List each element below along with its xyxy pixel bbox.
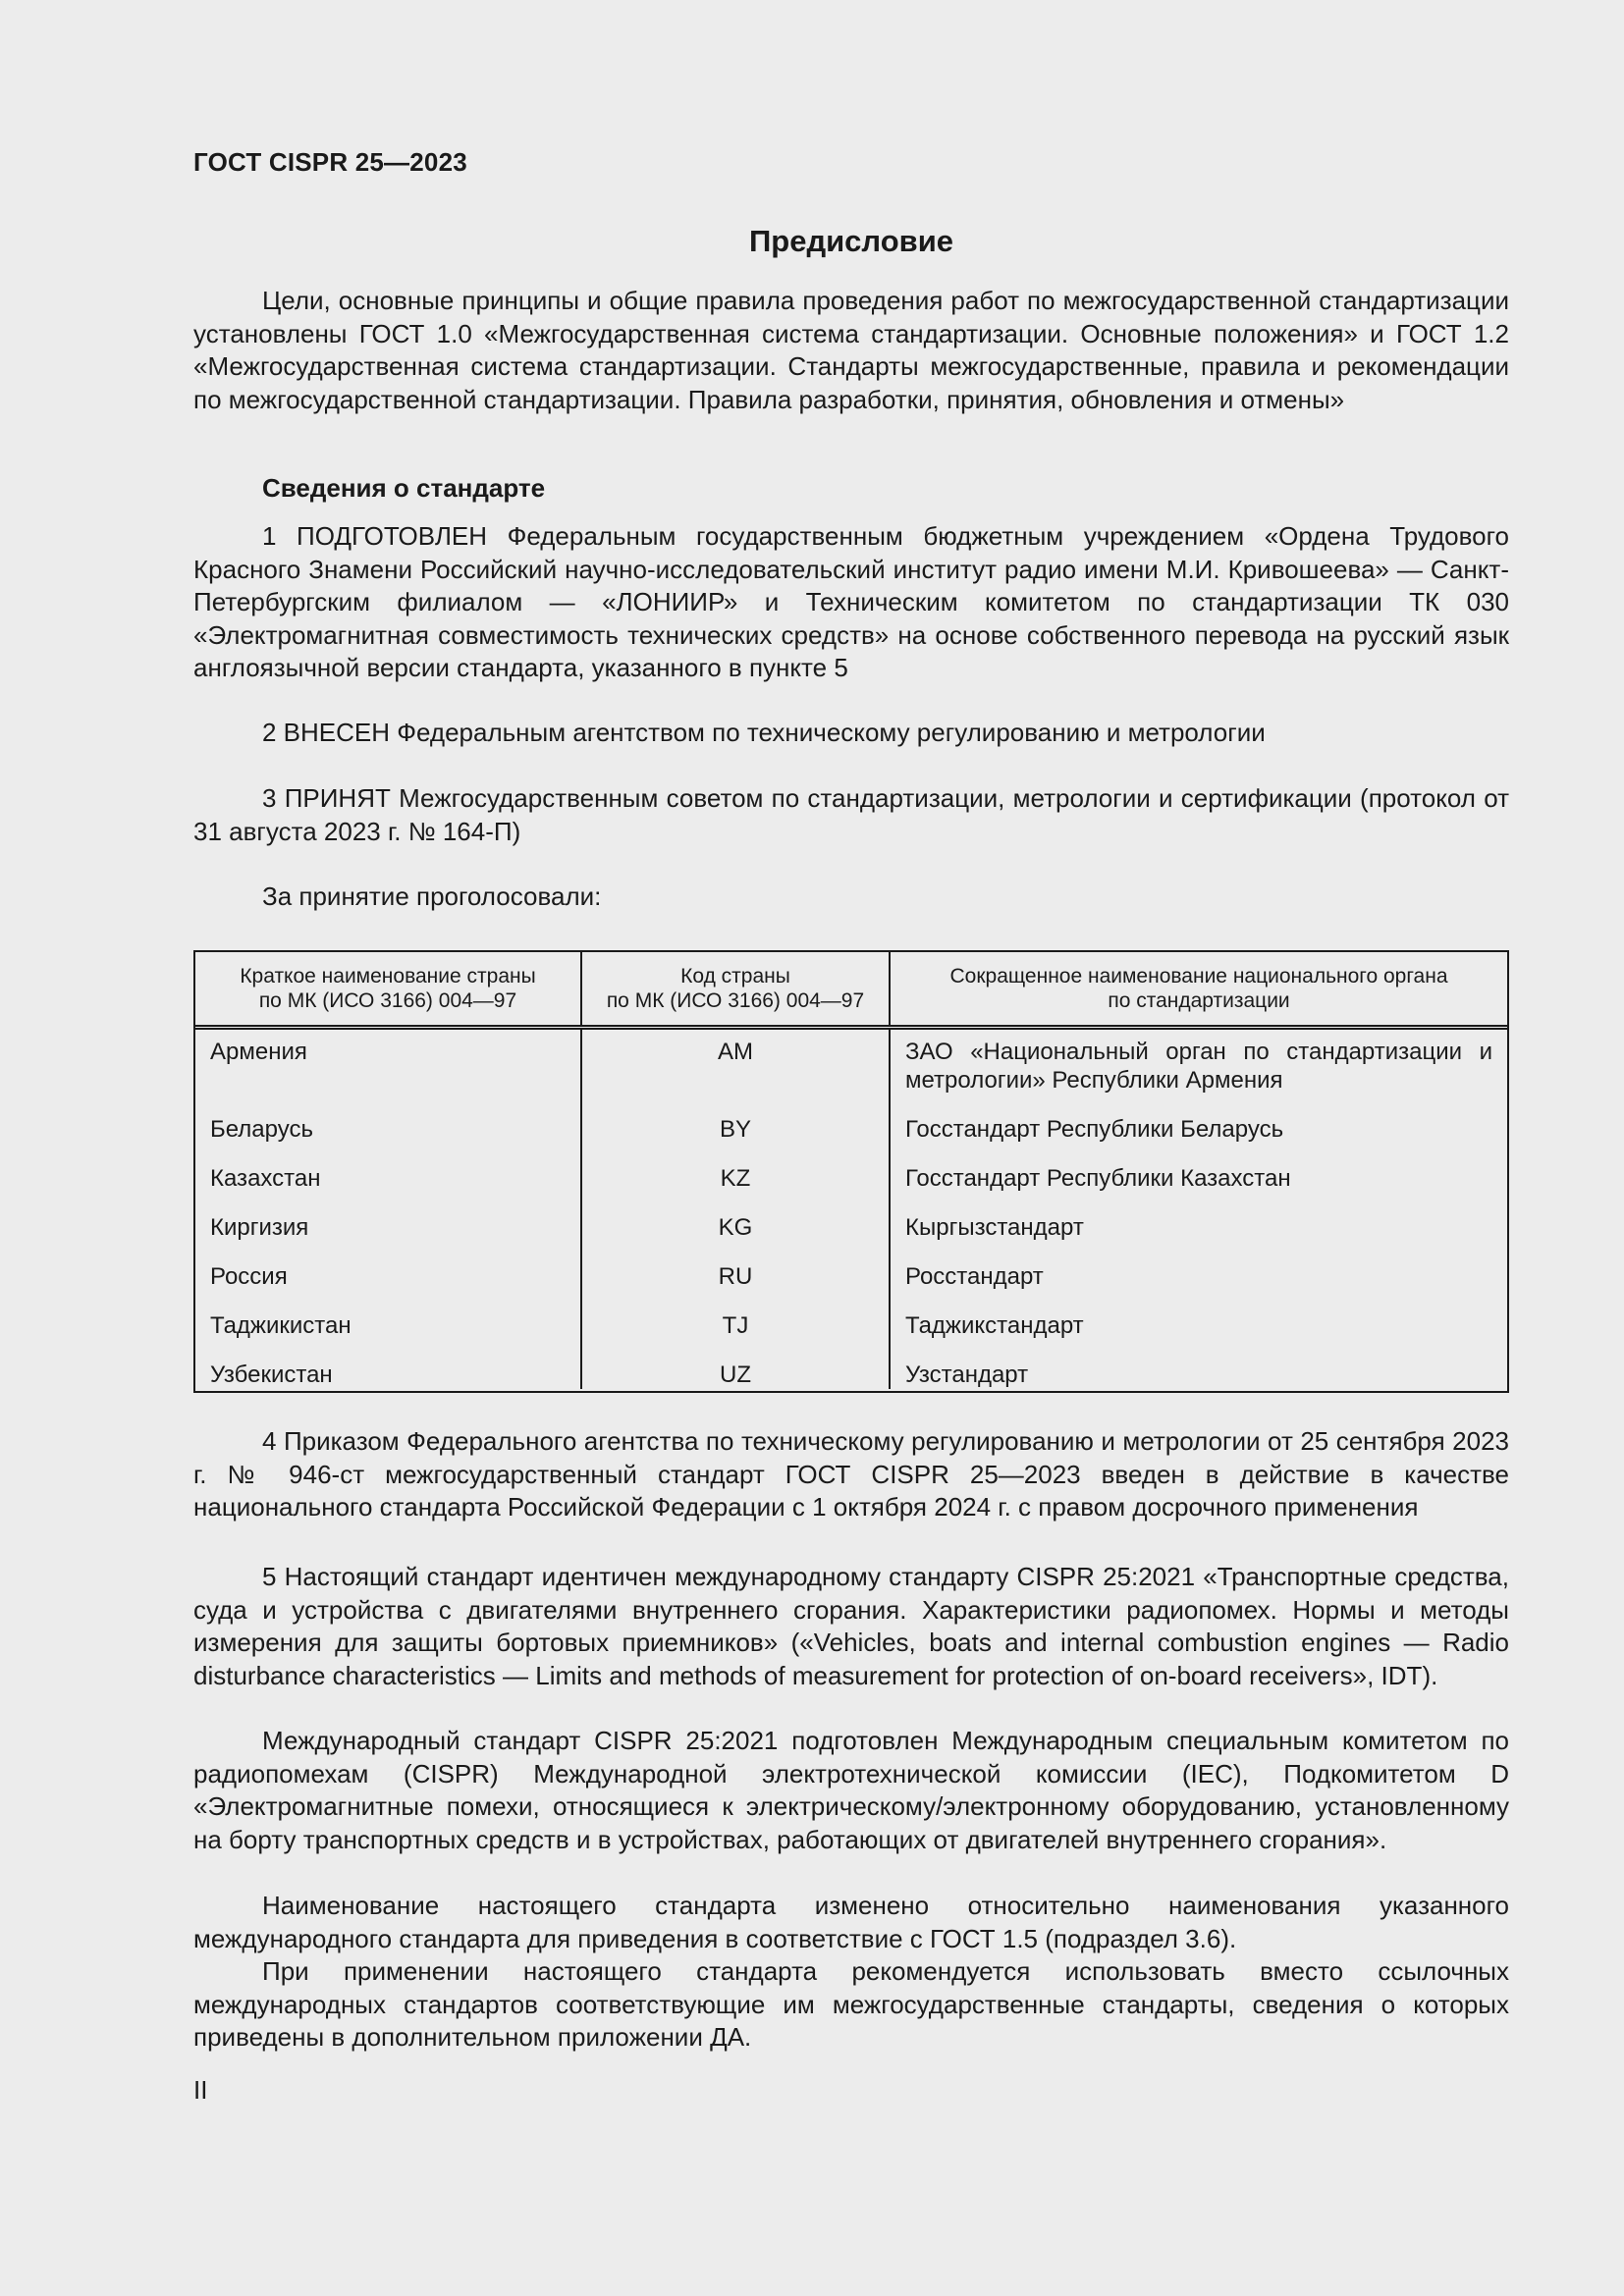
table-cell-code: RU [718, 1263, 753, 1290]
item-5-paragraph: 5 Настоящий стандарт идентичен международному стандарту CISPR 25:2021 «Транспортные средства, суда и устройства с двигателями внутреннего сгорания. Характеристики радиопомех. Нормы и методы измерения для защиты бортовых приемников» («Vehicles, boats and internal combustion engines — Radio disturbance characteristics — Limits and methods of measurement for protection of on-board receivers», IDT). [193, 1562, 1509, 1690]
document-id-header: ГОСТ CISPR 25—2023 [193, 147, 467, 177]
table-cell-body: ЗАО «Национальный орган по стандартизации и метрологии» Республики Армения [905, 1039, 1492, 1094]
table-cell-country: Киргизия [210, 1214, 309, 1241]
voting-table [193, 950, 1509, 1393]
table-header-row [195, 952, 1507, 1030]
section-heading: Сведения о стандарте [262, 473, 546, 503]
table-cell-body: Госстандарт Республики Казахстан [905, 1165, 1291, 1192]
item-5-references-paragraph: При применении настоящего стандарта рекомендуется использовать вместо ссылочных международных стандартов соответствующие им межгосударственные стандарты, сведения о которых приведены в дополнительном приложении ДА. [193, 1956, 1509, 2052]
table-cell-body: Узстандарт [905, 1362, 1029, 1388]
table-cell-code: KG [718, 1214, 753, 1241]
table-cell-country: Россия [210, 1263, 288, 1290]
country-code-column [582, 1030, 891, 1389]
page-number: II [193, 2075, 208, 2105]
table-cell-code: TJ [722, 1312, 749, 1339]
table-cell-country: Таджикистан [210, 1312, 352, 1339]
header-national-body: Сокращенное наименование национального органа по стандартизации [949, 965, 1448, 1012]
item-5-name-change-paragraph: Наименование настоящего стандарта изменено относительно наименования указанного международного стандарта для приведения в соответствие с ГОСТ 1.5 (подраздел 3.6). [193, 1891, 1509, 1953]
item-4-paragraph: 4 Приказом Федерального агентства по техническому регулированию и метрологии от 25 сентября 2023 г. № 946-ст межгосударственный стандарт ГОСТ CISPR 25—2023 введен в действие в качестве национального стандарта Российской Федерации с 1 октября 2024 г. с правом досрочного применения [193, 1426, 1509, 1522]
table-cell-body: Госстандарт Республики Беларусь [905, 1116, 1284, 1143]
header-country-code: Код страны по МК (ИСО 3166) 004—97 [582, 952, 891, 1025]
page-title: Предисловие [748, 224, 953, 258]
table-cell-code: BY [719, 1116, 751, 1143]
votes-label: За принятие проголосовали: [262, 881, 602, 911]
table-cell-code: AM [718, 1039, 753, 1065]
national-body-column [891, 1030, 1507, 1389]
table-cell-code: KZ [720, 1165, 751, 1192]
table-cell-country: Беларусь [210, 1116, 313, 1143]
intro-paragraph: Цели, основные принципы и общие правила проведения работ по межгосударственной стандартизации установлены ГОСТ 1.0 «Межгосударственная система стандартизации. Основные положения» и ГОСТ 1.2 «Межгосударственная система стандартизации. Стандарты межгосударственные, правила и рекомендации по межгосударственной стандартизации. Правила разработки, принятия, обновления и отмены» [193, 286, 1509, 414]
country-name-column [195, 1030, 582, 1389]
table-cell-country: Армения [210, 1039, 307, 1065]
item-2-paragraph: 2 ВНЕСЕН Федеральным агентством по техническому регулированию и метрологии [262, 718, 1266, 747]
item-5-cispr-paragraph: Международный стандарт CISPR 25:2021 подготовлен Международным специальным комитетом по радиопомехам (CISPR) Международной электротехнической комиссии (IEC), Подкомитетом D «Электромагнитные помехи, относящиеся к электрическому/электронному оборудованию, установленному на борту транспортных средств и в устройствах, работающих от двигателей внутреннего сгорания». [193, 1726, 1509, 1854]
table-cell-body: Таджикстандарт [905, 1312, 1084, 1339]
table-cell-body: Кыргызстандарт [905, 1214, 1084, 1241]
item-3-paragraph: 3 ПРИНЯТ Межгосударственным советом по стандартизации, метрологии и сертификации (протокол от 31 августа 2023 г. № 164-П) [193, 783, 1509, 846]
table-body [195, 1030, 1507, 1389]
table-cell-country: Казахстан [210, 1165, 321, 1192]
table-cell-code: UZ [720, 1362, 751, 1388]
table-cell-country: Узбекистан [210, 1362, 333, 1388]
table-cell-body: Росстандарт [905, 1263, 1044, 1290]
item-1-paragraph: 1 ПОДГОТОВЛЕН Федеральным государственным бюджетным учреждением «Ордена Трудового Красного Знамени Российский научно-исследовательский институт радио имени М.И. Кривошеева» — Санкт-Петербургским филиалом — «ЛОНИИР» и Техническим комитетом по стандартизации ТК 030 «Электромагнитная совместимость технических средств» на основе собственного перевода на русский язык англоязычной версии стандарта, указанного в пункте 5 [193, 521, 1509, 682]
header-country-name: Краткое наименование страны по МК (ИСО 3166) 004—97 [195, 952, 582, 1025]
